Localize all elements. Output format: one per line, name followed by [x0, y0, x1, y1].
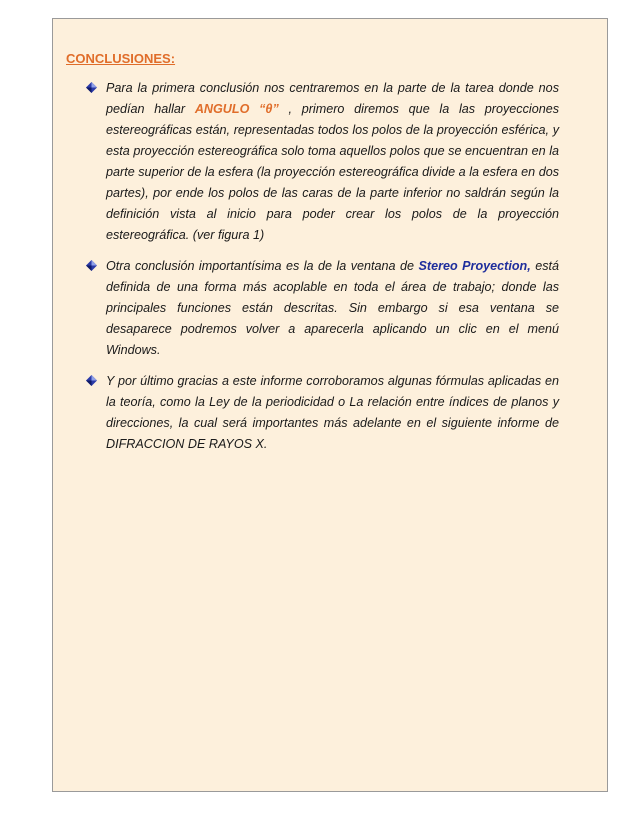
- conclusion-item-2: [86, 256, 559, 361]
- conclusion-2-text-before: Otra conclusión importantísima es la de la ventana de: [106, 259, 419, 273]
- conclusion-item-1: [86, 78, 559, 246]
- conclusion-1-text-after: , primero diremos que la las proyecciones estereográficas están, representadas todos los polos de la proyección esférica, y esta proyección estereográfica solo toma aquellos polos que se encuentran en la parte superior de la esfera (la proyección estereográfica divide a la esfera en dos partes), por ende los polos de las caras de la parte inferior no saldrán según la definición vista al inicio para poder crear los polos de la proyección estereográfica. (ver figura 1): [106, 102, 560, 242]
- conclusion-3-text: Y por último gracias a este informe corroboramos algunas fórmulas aplicadas en la teoría, como la Ley de la periodicidad o La relación entre índices de planos y direcciones, la cual será importantes más adelante en el siguiente informe de DIFRACCION DE RAYOS X.: [106, 374, 559, 451]
- conclusions-heading: CONCLUSIONES:: [66, 51, 176, 66]
- conclusion-1-text-before: Para la primera conclusión nos centraremos en la parte de la tarea donde nos pedían hallar: [106, 81, 559, 116]
- diamond-bullet-icon: [86, 82, 97, 93]
- conclusions-list: [86, 78, 559, 455]
- diamond-bullet-icon: [86, 260, 97, 271]
- diamond-bullet-icon: [86, 375, 97, 386]
- conclusion-item-3: [86, 371, 559, 455]
- conclusion-2-text-after: está definida de una forma más acoplable en toda el área de trabajo; donde las principales funciones están descritas. Sin embargo si esa ventana se desaparece podremos volver a aparecerla aplicando un clic en el menú Windows.: [106, 259, 560, 357]
- angulo-highlight: ANGULO “θ”: [194, 102, 279, 116]
- stereo-proyection-highlight: Stereo Proyection,: [418, 259, 531, 273]
